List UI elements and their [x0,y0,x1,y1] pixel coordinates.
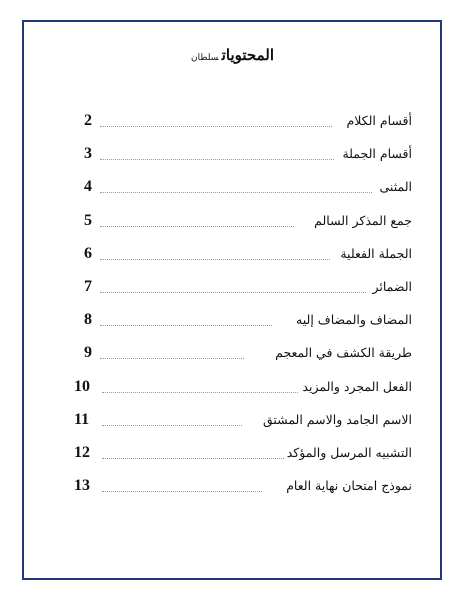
toc-entry[interactable] [74,473,412,497]
toc-entry-page-number: 13 [74,477,90,495]
dot-leader [102,392,298,393]
dot-leader [100,358,244,359]
toc-entry-title: جمع المذكر السالم [314,212,412,228]
toc-entry-page-number: 5 [84,211,92,229]
toc-entry-page-number: 6 [84,244,92,262]
dot-leader [102,491,262,492]
toc-entry-page-number: 2 [84,112,92,129]
toc-entry[interactable] [74,108,412,132]
dot-leader [100,259,330,260]
toc-entry[interactable] [74,208,412,232]
dot-leader [100,292,366,293]
toc-entry-page-number: 3 [84,145,92,163]
toc-entry[interactable] [74,141,412,165]
toc-entry[interactable] [74,274,412,298]
toc-entry-title: الفعل المجرد والمزيد [302,378,412,394]
toc-entry-page-number: 9 [84,344,92,362]
toc-entry-page-number: 11 [74,410,90,428]
toc-entry-title: المضاف والمضاف إليه [296,312,412,328]
toc-entry[interactable] [74,241,412,265]
toc-entry-page-number: 12 [74,444,90,461]
toc-entry-title: المثنى [379,179,412,195]
dot-leader [100,126,332,127]
toc-entry-page-number: 8 [84,311,92,329]
dot-leader [100,325,272,326]
toc-entry-title: طريقة الكشف في المعجم [275,345,412,361]
title-text: المحتويات [221,46,275,64]
toc-entry[interactable] [74,374,412,398]
dot-leader [102,458,284,459]
toc-entry-title: التشبيه المرسل والمؤكد [286,445,412,460]
toc-entry-title: نموذج امتحان نهاية العام [286,478,412,494]
page-title [0,46,465,64]
toc-entry-page-number: 7 [84,278,92,295]
dot-leader [102,425,242,426]
toc-entry-title: الضمائر [372,279,412,294]
toc-entry-page-number: 4 [84,178,92,196]
toc-entry-title: الاسم الجامد والاسم المشتق [262,411,412,427]
toc-entry[interactable] [74,340,412,364]
dot-leader [100,192,372,193]
dot-leader [100,226,294,227]
toc-entry[interactable] [74,440,412,464]
dot-leader [100,159,334,160]
toc-entry-page-number: 10 [74,377,90,395]
toc-entry[interactable] [74,174,412,198]
toc-entry-title: أقسام الجملة [342,146,412,162]
toc-entry-title: أقسام الكلام [346,113,412,128]
toc-entry-title: الجملة الفعلية [340,245,412,261]
title-suffix: سلطان [190,53,219,63]
toc-entry[interactable] [74,307,412,331]
toc-entry[interactable] [74,407,412,431]
